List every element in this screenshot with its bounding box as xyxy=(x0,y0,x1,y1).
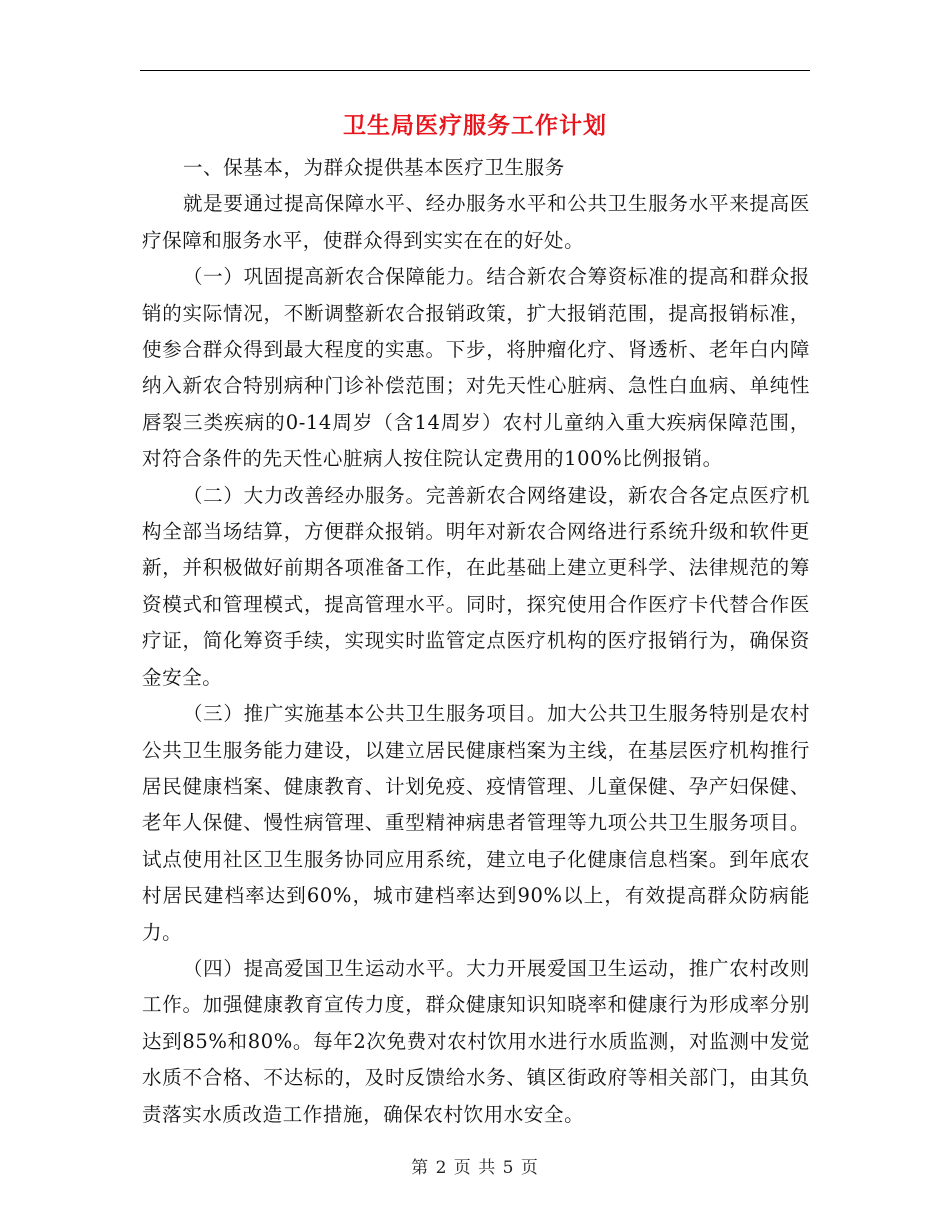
page-number: 第 2 页 共 5 页 xyxy=(411,1158,539,1178)
paragraph-intro: 就是要通过提高保障水平、经办服务水平和公共卫生服务水平来提高医疗保障和服务水平，使群众得到实实在在的好处。 xyxy=(142,192,810,252)
document-body xyxy=(142,150,810,1133)
header-rule xyxy=(140,70,810,71)
section-heading-1: 一、保基本，为群众提供基本医疗卫生服务 xyxy=(182,156,565,179)
paragraph-item-4: （四）提高爱国卫生运动水平。大力开展爱国卫生运动，推广农村改则工作。加强健康教育宣传力度，群众健康知识知晓率和健康行为形成率分别达到85%和80%。每年2次免费对农村饮用水进行水质监测，对监测中发觉水质不合格、不达标的，及时反馈给水务、镇区街政府等相关部门，由其负责落实水质改造工作措施，确保农村饮用水安全。 xyxy=(142,956,810,1126)
document-title: 卫生局医疗服务工作计划 xyxy=(343,112,607,139)
paragraph-item-1: （一）巩固提高新农合保障能力。结合新农合筹资标准的提高和群众报销的实际情况，不断调整新农合报销政策，扩大报销范围，提高报销标准，使参合群众得到最大程度的实惠。下步，将肿瘤化疗、肾透析、老年白内障纳入新农合特别病种门诊补偿范围；对先天性心脏病、急性白血病、单纯性唇裂三类疾病的0-14周岁（含14周岁）农村儿童纳入重大疾病保障范围，对符合条件的先天性心脏病人按住院认定费用的100%比例报销。 xyxy=(142,265,810,471)
paragraph-item-2: （二）大力改善经办服务。完善新农合网络建设，新农合各定点医疗机构全部当场结算，方便群众报销。明年对新农合网络进行系统升级和软件更新，并积极做好前期各项准备工作，在此基础上建立更科学、法律规范的筹资模式和管理模式，提高管理水平。同时，探究使用合作医疗卡代替合作医疗证，简化筹资手续，实现实时监管定点医疗机构的医疗报销行为，确保资金安全。 xyxy=(142,483,810,689)
paragraph-item-3: （三）推广实施基本公共卫生服务项目。加大公共卫生服务特别是农村公共卫生服务能力建设，以建立居民健康档案为主线，在基层医疗机构推行居民健康档案、健康教育、计划免疫、疫情管理、儿童保健、孕产妇保健、老年人保健、慢性病管理、重型精神病患者管理等九项公共卫生服务项目。试点使用社区卫生服务协同应用系统，建立电子化健康信息档案。到年底农村居民建档率达到60%，城市建档率达到90%以上，有效提高群众防病能力。 xyxy=(142,702,810,944)
